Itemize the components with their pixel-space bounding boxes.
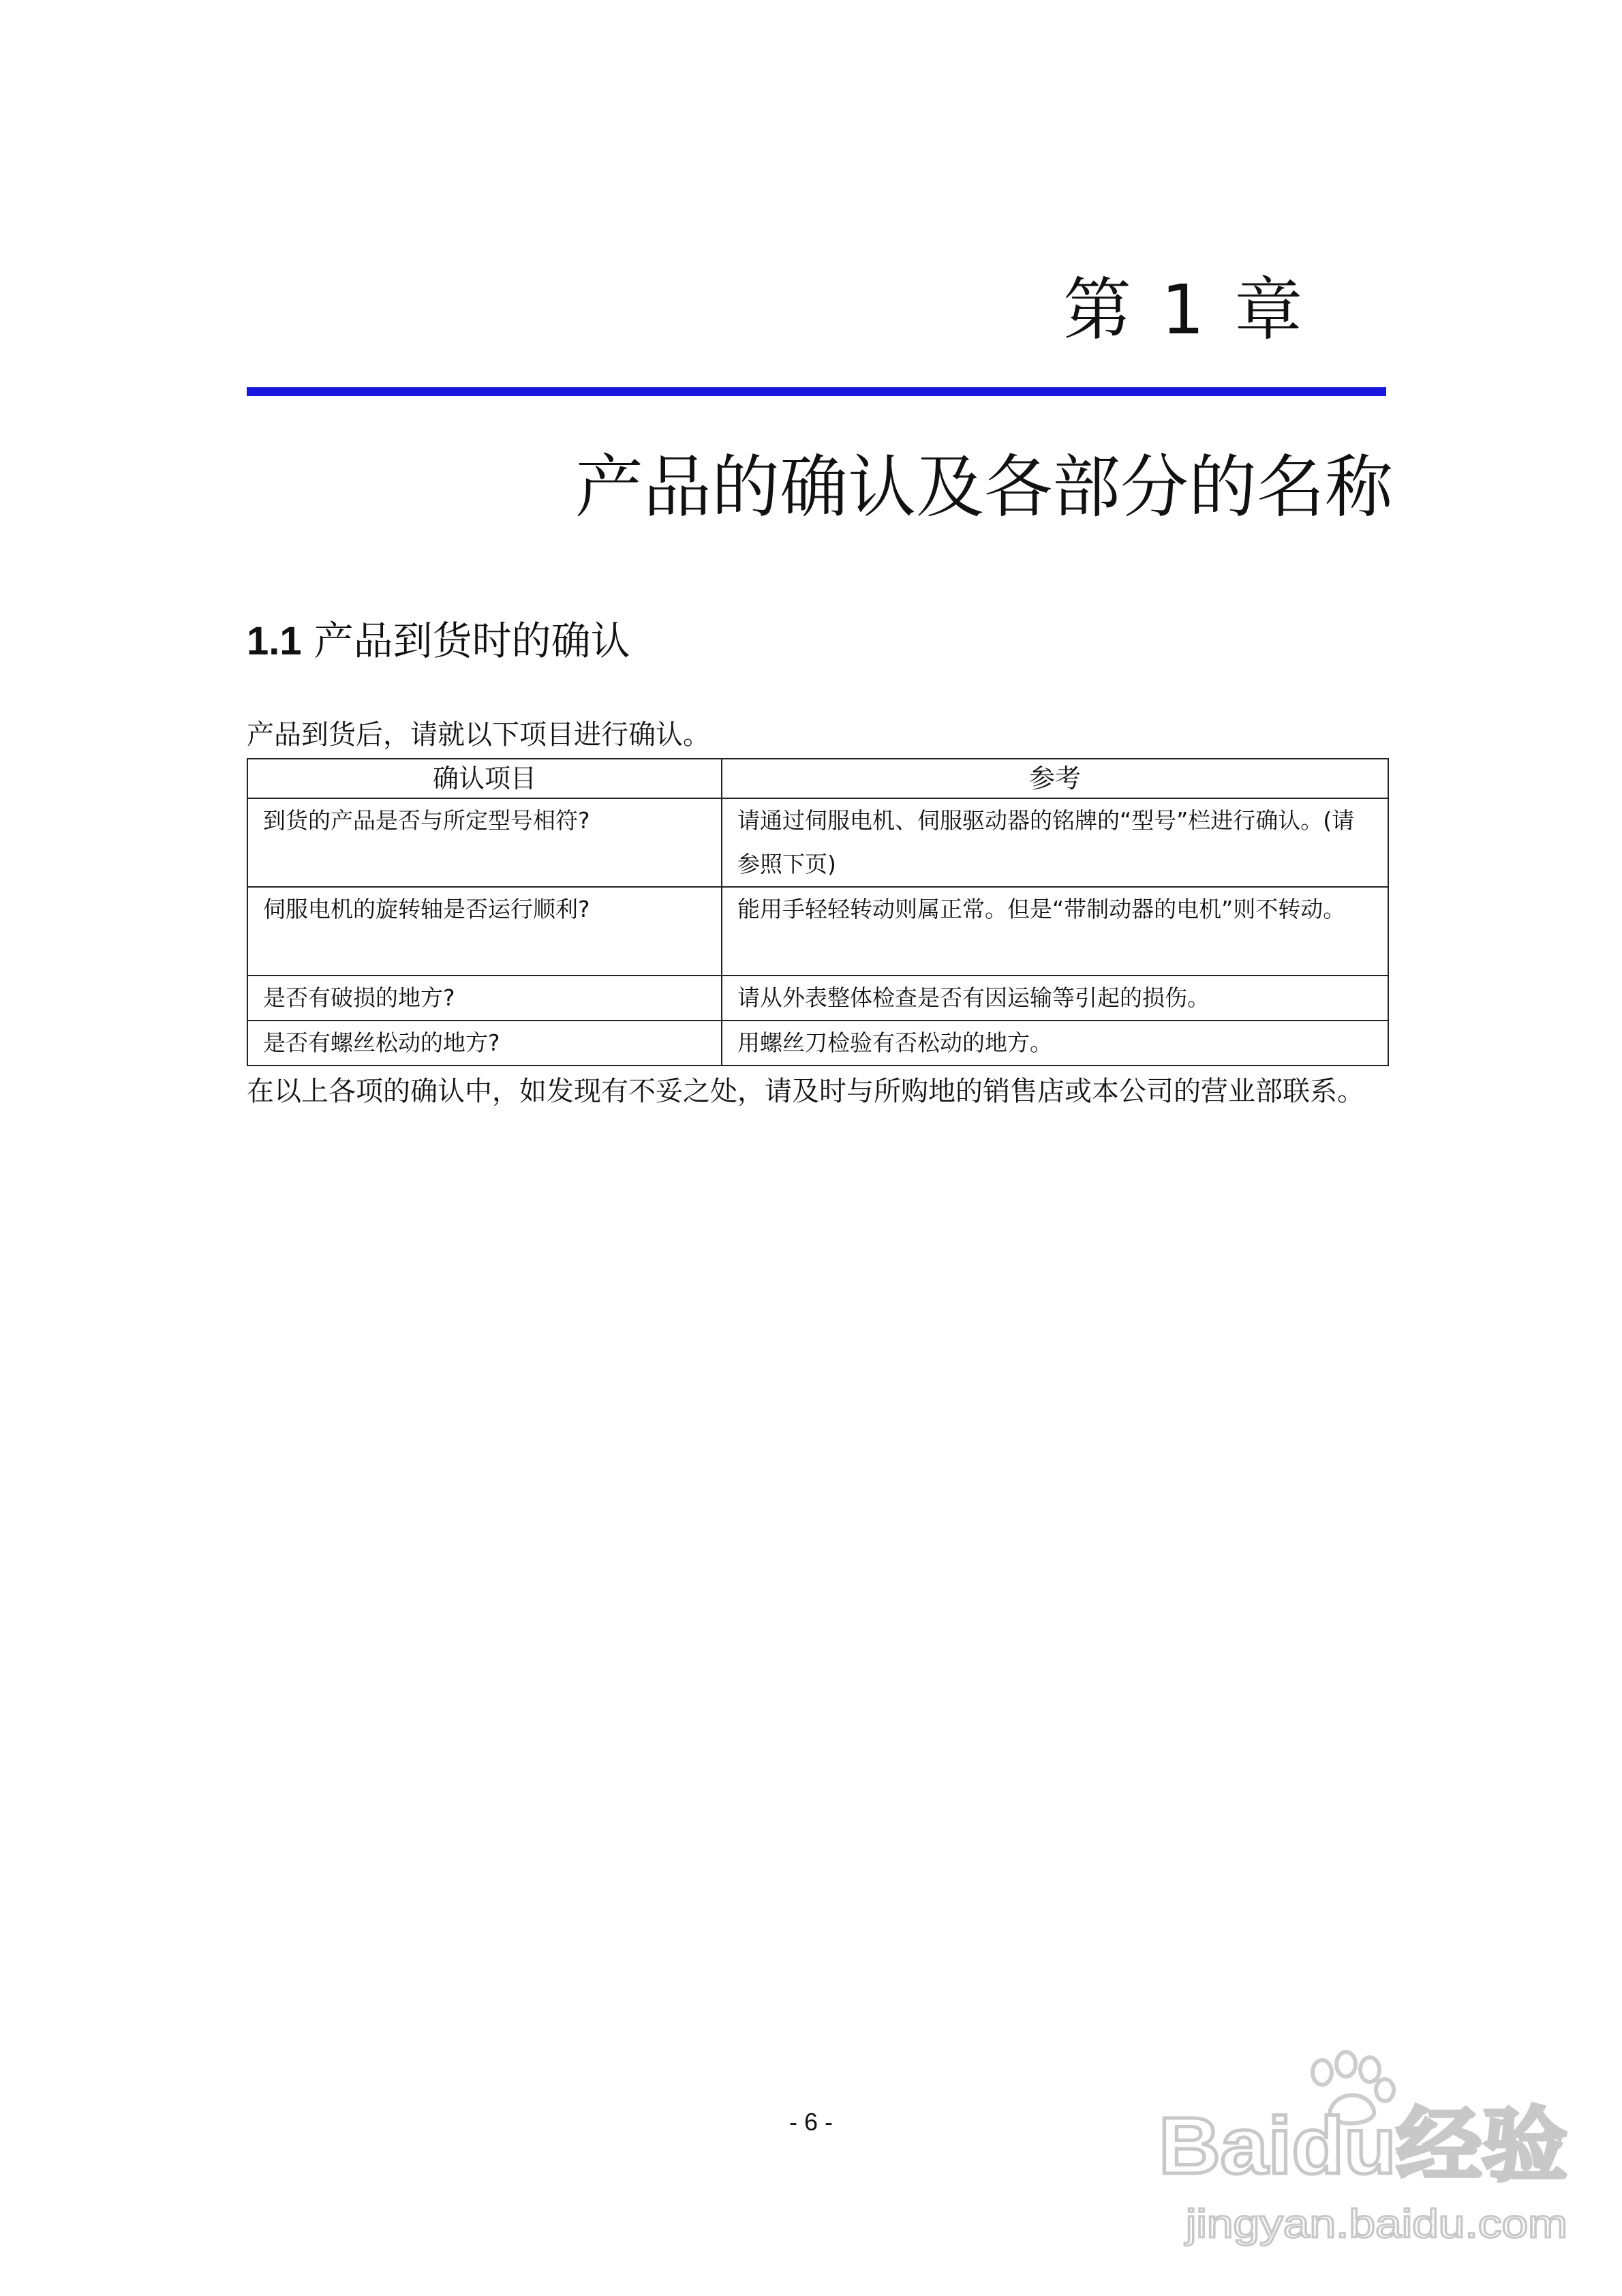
header-check-item: 确认项目	[247, 759, 722, 798]
table-row	[247, 1021, 1388, 1066]
reference-cell: 能用手轻轻转动则属正常。但是“带制动器的电机”则不转动。	[722, 887, 1388, 976]
section-heading	[247, 610, 630, 671]
check-item-cell: 伺服电机的旋转轴是否运行顺利?	[247, 887, 722, 976]
conclusion-text: 在以上各项的确认中，如发现有不妥之处，请及时与所购地的销售店或本公司的营业部联系。	[247, 1076, 1364, 1107]
table-header-row	[247, 759, 1388, 798]
baidu-jingyan-watermark	[1152, 2045, 1588, 2256]
reference-cell: 请从外表整体检查是否有因运输等引起的损伤。	[722, 976, 1388, 1021]
reference-cell: 请通过伺服电机、伺服驱动器的铭牌的“型号”栏进行确认。(请参照下页)	[722, 798, 1388, 887]
section-number: 1.1	[247, 619, 302, 663]
reference-cell: 用螺丝刀检验有否松动的地方。	[722, 1021, 1388, 1066]
check-item-cell: 到货的产品是否与所定型号相符?	[247, 798, 722, 887]
table-row	[247, 976, 1388, 1021]
watermark-url-text: jingyan.baidu.com	[1184, 2202, 1567, 2246]
table-row	[247, 887, 1388, 976]
chapter-number: 第 1 章	[1063, 270, 1307, 350]
page-number: - 6 -	[789, 2108, 833, 2136]
table-row	[247, 798, 1388, 887]
check-item-cell: 是否有螺丝松动的地方?	[247, 1021, 722, 1066]
check-item-cell: 是否有破损的地方?	[247, 976, 722, 1021]
watermark-logo-text: Baidu经验	[1159, 2101, 1567, 2191]
chapter-divider	[247, 387, 1386, 396]
section-title: 产品到货时的确认	[313, 618, 630, 664]
confirmation-table	[247, 758, 1389, 1066]
intro-text: 产品到货后，请就以下项目进行确认。	[247, 719, 710, 751]
header-reference: 参考	[722, 759, 1388, 798]
chapter-title: 产品的确认及各部分的名称	[575, 447, 1393, 527]
